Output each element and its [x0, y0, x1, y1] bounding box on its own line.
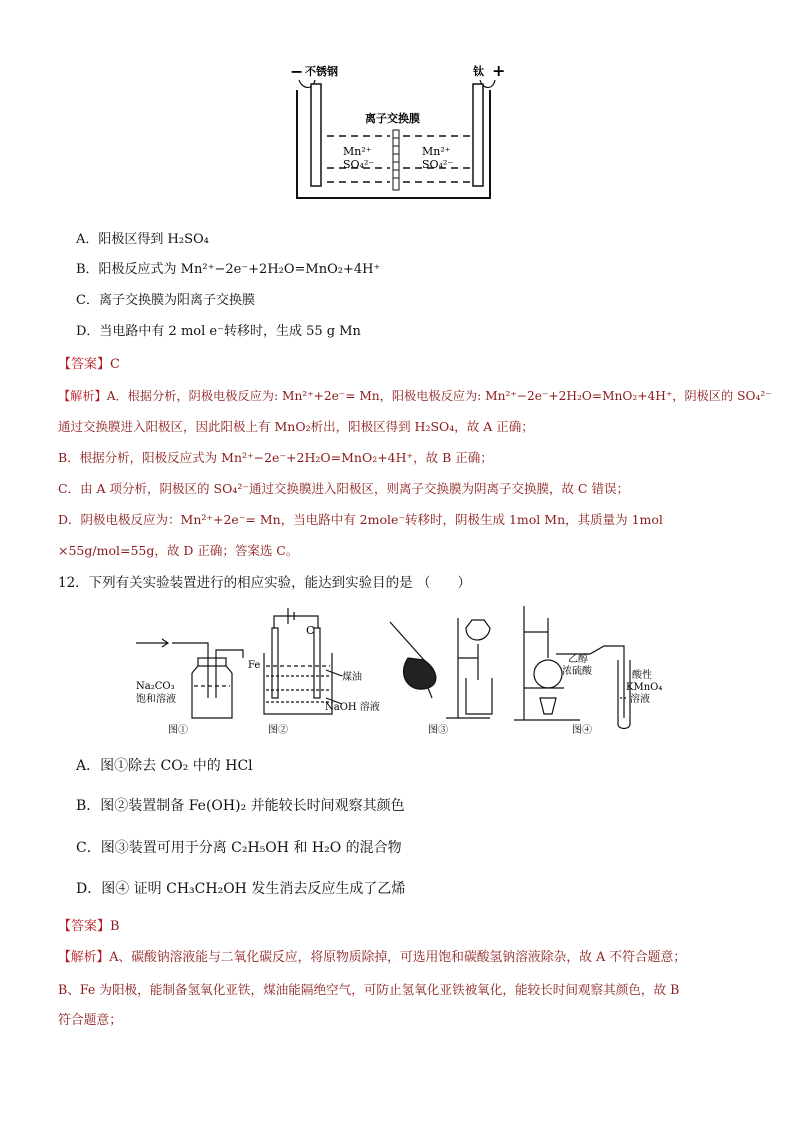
gas-washing-bottle — [136, 639, 243, 718]
left-mn-ion: Mn²⁺ — [343, 145, 372, 158]
q12-apparatus-figure — [128, 598, 668, 740]
q12-analysis-line-1 — [58, 950, 686, 966]
acidic-label: 酸性 — [632, 670, 652, 681]
membrane-label: 离子交换膜 — [365, 112, 420, 125]
fig3-caption: 图③ — [428, 725, 448, 736]
titanium-label: 钛 — [473, 65, 484, 78]
na2co3-label: Na₂CO₃ — [136, 681, 175, 692]
q12-analysis-line-3: 符合题意； — [58, 1013, 122, 1028]
ion-exchange-membrane — [393, 130, 399, 190]
analysis-text: A、碳酸钠溶液能与二氧化碳反应，将原物质除掉，可选用饱和碳酸氢钠溶液除杂，故 A 不符合题意； — [109, 950, 687, 965]
q11-analysis-line-2: 通过交换膜进入阳极区，因此阳极上有 MnO₂析出，阳极区得到 H₂SO₄，故 A 正确； — [58, 419, 534, 434]
q11-analysis-line-6: ×55g/mol=55g，故 D 正确；答案选 C。 — [58, 543, 299, 558]
anode-electrode — [473, 84, 483, 186]
analysis-label: 【解析】 — [58, 389, 107, 403]
electrolysis-beaker — [264, 608, 342, 714]
stainless-steel-label: 不锈钢 — [305, 65, 338, 78]
q12-option-a: A．图①除去 CO₂ 中的 HCl — [76, 758, 253, 774]
fig4-caption: 图④ — [572, 725, 592, 736]
q11-option-c: C．离子交换膜为阳离子交换膜 — [76, 293, 255, 308]
saturated-solution-label: 饱和溶液 — [136, 694, 176, 705]
separatory-funnel-setup — [390, 618, 492, 718]
kmno4-solution-label: 溶液 — [630, 694, 650, 705]
left-sulfate-ion: SO₄²⁻ — [343, 158, 375, 171]
right-sulfate-ion: SO₄²⁻ — [422, 158, 454, 171]
q11-answer — [58, 357, 120, 373]
q11-analysis-line-3: B．根据分析，阳极反应式为 Mn²⁺−2e⁻+2H₂O=MnO₂+4H⁺，故 B 正确； — [58, 450, 493, 465]
cathode-electrode — [311, 84, 321, 186]
q12-answer — [58, 919, 120, 935]
q12-option-b: B．图②装置制备 Fe(OH)₂ 并能较长时间观察其颜色 — [76, 798, 405, 814]
answer-label: 【答案】 — [58, 919, 111, 934]
q11-option-b: B．阳极反应式为 Mn²⁺−2e⁻+2H₂O=MnO₂+4H⁺ — [76, 262, 381, 277]
fig2-caption: 图② — [268, 725, 288, 736]
q11-analysis-line-1 — [58, 388, 772, 404]
electrolysis-cell-figure — [285, 60, 510, 205]
analysis-text: A．根据分析，阴极电极反应为: Mn²⁺+2e⁻= Mn，阳极电极反应为: Mn²⁺−2e⁻+2H₂O=MnO₂+4H⁺，阴极区的 SO₄²⁻ — [106, 389, 772, 403]
right-mn-ion: Mn²⁺ — [422, 145, 451, 158]
q12-analysis-line-2: B、Fe 为阳极，能制备氢氧化亚铁，煤油能隔绝空气，可防止氢氧化亚铁被氧化，能较长时间观察其颜色，故 B — [58, 982, 680, 997]
q12-stem: 12．下列有关实验装置进行的相应实验，能达到实验目的是 （ ） — [58, 575, 471, 591]
q11-analysis-line-5: D．阴极电极反应为：Mn²⁺+2e⁻= Mn，当电路中有 2mole⁻转移时，阴极生成 1mol Mn，其质量为 1mol — [58, 512, 663, 527]
kerosene-label: 煤油 — [342, 672, 362, 683]
answer-label: 【答案】 — [58, 357, 111, 372]
answer-value: B — [110, 919, 120, 934]
q11-analysis-line-4: C．由 A 项分析，阴极区的 SO₄²⁻通过交换膜进入阳极区，则离子交换膜为阴离子交换膜，故 C 错误； — [58, 481, 629, 496]
concentrated-h2so4-label: 浓硫酸 — [562, 666, 592, 677]
c-electrode-label: C — [306, 624, 315, 637]
q11-option-a: A．阳极区得到 H₂SO₄ — [76, 232, 209, 247]
naoh-solution-label: NaOH 溶液 — [325, 702, 380, 713]
ethanol-label: 乙醇 — [568, 654, 588, 665]
q11-option-d: D．当电路中有 2 mol e⁻转移时，生成 55 g Mn — [76, 324, 361, 339]
anode-sign: + — [492, 61, 506, 80]
kmno4-label: KMnO₄ — [626, 682, 663, 693]
fig1-caption: 图① — [168, 725, 188, 736]
fe-electrode-label: Fe — [248, 660, 261, 671]
q12-option-d: D．图④ 证明 CH₃CH₂OH 发生消去反应生成了乙烯 — [76, 881, 406, 897]
q12-option-c: C．图③装置可用于分离 C₂H₅OH 和 H₂O 的混合物 — [76, 840, 402, 856]
cathode-sign: − — [290, 62, 304, 81]
answer-value: C — [110, 357, 120, 372]
analysis-label: 【解析】 — [58, 950, 110, 965]
